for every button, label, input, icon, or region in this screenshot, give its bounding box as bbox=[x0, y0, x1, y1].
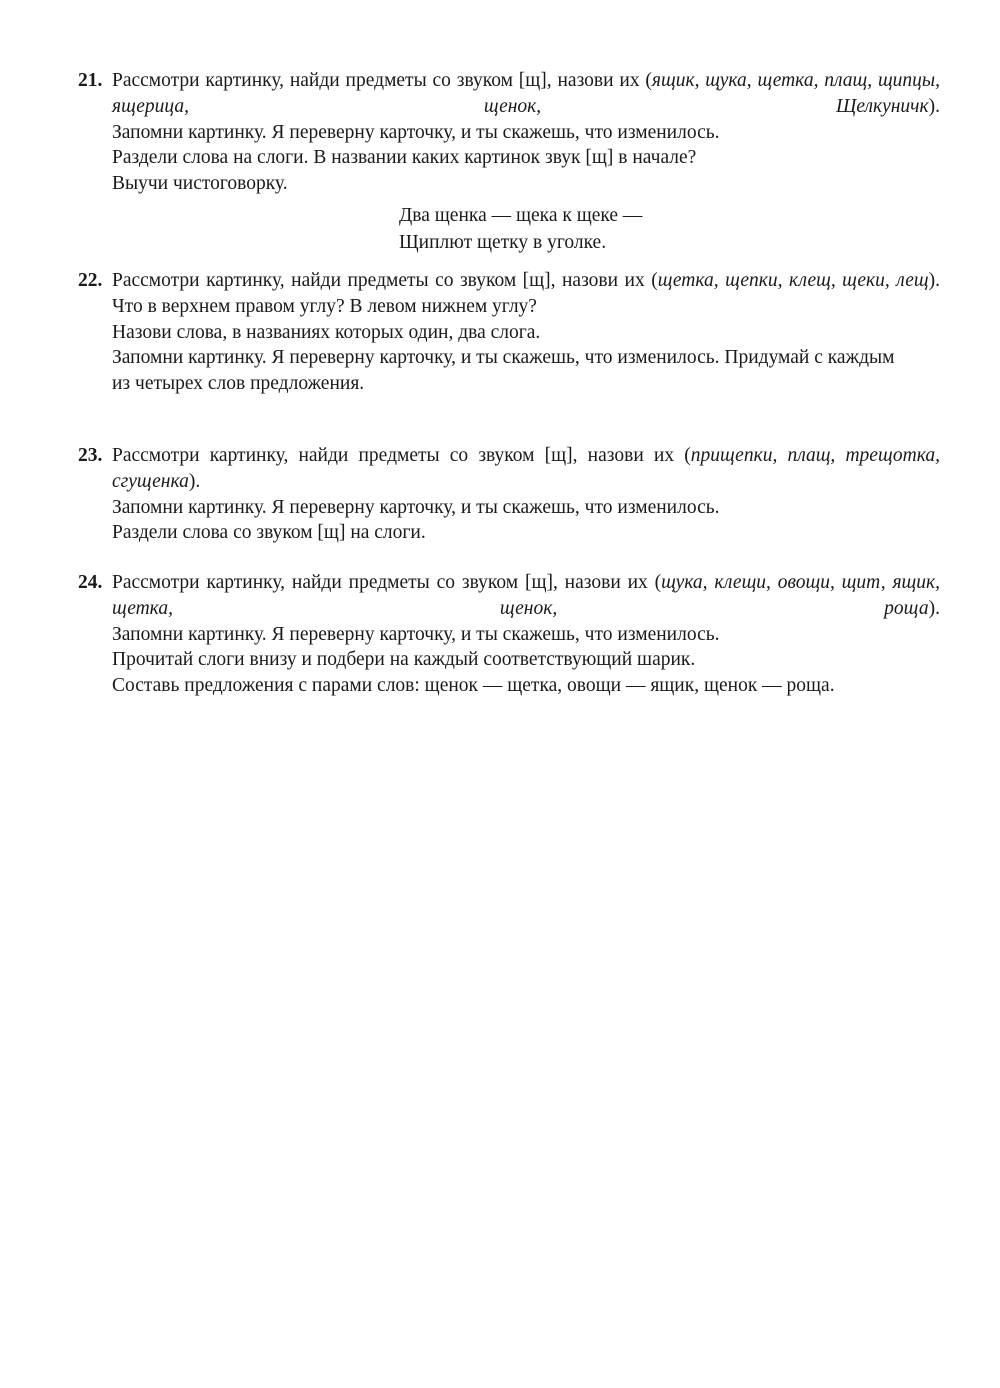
task-24 bbox=[78, 570, 940, 699]
task-number: 22. bbox=[78, 270, 103, 291]
tongue-twister bbox=[112, 202, 940, 256]
intro-prefix: Рассмотри картинку, найди предметы со звуком [щ], назови их ( bbox=[112, 270, 658, 291]
instruction-line: Прочитай слоги внизу и подбери на каждый соответствующий шарик. bbox=[112, 649, 696, 671]
instruction-line: из четырех слов предложения. bbox=[112, 373, 365, 395]
intro-suffix: ). bbox=[928, 95, 940, 117]
instruction-line: Что в верхнем правом углу? В левом нижнем углу? bbox=[112, 295, 537, 317]
poem-line: Два щенка — щека к щеке — bbox=[399, 204, 643, 226]
instruction-line: Раздели слова на слоги. В названии каких картинок звук [щ] в начале? bbox=[112, 147, 697, 169]
intro-suffix: ). bbox=[928, 270, 940, 291]
intro-suffix: ). bbox=[928, 597, 940, 619]
task-23 bbox=[78, 443, 940, 546]
word-list: ящик, щука, щетка, плащ, щипцы, ящерица, щенок, Щелкуничк bbox=[112, 70, 940, 117]
instruction-line: Запомни картинку. Я переверну карточку, и ты скажешь, что изменилось. Придумай с каждым bbox=[112, 347, 895, 369]
instruction-line: Запомни картинку. Я переверну карточку, и ты скажешь, что изменилось. bbox=[112, 121, 720, 143]
instruction-line: Раздели слова со звуком [щ] на слоги. bbox=[112, 522, 426, 544]
task-22 bbox=[78, 268, 940, 397]
task-number: 24. bbox=[78, 572, 103, 593]
instruction-line: Запомни картинку. Я переверну карточку, и ты скажешь, что изменилось. bbox=[112, 496, 720, 518]
task-intro bbox=[112, 570, 940, 622]
instruction-line: Назови слова, в названиях которых один, два слога. bbox=[112, 321, 541, 343]
task-intro bbox=[112, 443, 940, 495]
intro-prefix: Рассмотри картинку, найди предметы со звуком [щ], назови их ( bbox=[112, 70, 652, 91]
word-list: прищепки, плащ, трещотка, сгущенка bbox=[112, 445, 940, 492]
word-list: щетка, щепки, клещ, щеки, лещ bbox=[657, 270, 929, 291]
poem-line: Щиплют щетку в уголке. bbox=[399, 231, 607, 253]
task-number: 23. bbox=[78, 445, 103, 466]
instruction-line: Запомни картинку. Я переверну карточку, и ты скажешь, что изменилось. bbox=[112, 623, 720, 645]
task-intro bbox=[112, 268, 940, 294]
word-list: щука, клещи, овощи, щит, ящик, щетка, щенок, роща bbox=[112, 572, 940, 619]
task-body bbox=[112, 443, 940, 546]
task-body bbox=[112, 570, 940, 699]
intro-prefix: Рассмотри картинку, найди предметы со звуком [щ], назови их ( bbox=[112, 445, 691, 466]
task-21 bbox=[78, 68, 940, 256]
task-body bbox=[112, 268, 940, 397]
intro-suffix: ). bbox=[188, 470, 201, 492]
task-body bbox=[112, 68, 940, 256]
instruction-line: Выучи чистоговорку. bbox=[112, 173, 288, 195]
task-intro bbox=[112, 68, 940, 120]
intro-prefix: Рассмотри картинку, найди предметы со звуком [щ], назови их ( bbox=[112, 572, 662, 593]
instruction-line: Составь предложения с парами слов: щенок — щетка, овощи — ящик, щенок — роща. bbox=[112, 675, 835, 697]
task-number: 21. bbox=[78, 70, 103, 91]
